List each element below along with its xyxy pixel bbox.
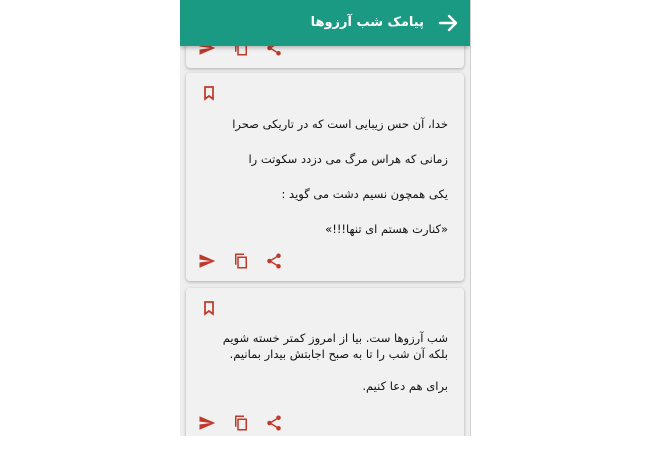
share-icon[interactable]	[265, 414, 283, 432]
card-actions	[198, 252, 318, 270]
copy-icon[interactable]	[232, 414, 250, 432]
message-line: یکی همچون نسیم دشت می گوید :	[281, 187, 448, 201]
message-card	[186, 288, 464, 436]
message-line: زمانی که هراس مرگ می دزدد سکوتت را	[248, 152, 448, 166]
bookmark-outline-icon[interactable]	[201, 85, 217, 101]
share-icon[interactable]	[265, 252, 283, 270]
arrow-right-icon[interactable]	[436, 11, 460, 35]
phone-screen	[180, 0, 471, 436]
message-text	[200, 330, 448, 410]
send-icon[interactable]	[198, 252, 216, 270]
message-card	[186, 73, 464, 281]
app-bar	[180, 0, 470, 46]
card-actions	[198, 414, 318, 432]
message-paragraph: شب آرزوها ست. بیا از امروز کمتر خسته شویم بلکه آن شب را تا به صبح اجابتش بیدار بمانیم.	[222, 331, 448, 361]
message-line: «کنارت هستم ای تنها!!!»	[325, 222, 448, 236]
message-text	[200, 116, 448, 256]
copy-icon[interactable]	[232, 252, 250, 270]
bookmark-outline-icon[interactable]	[201, 300, 217, 316]
app-title: پیامک شب آرزوها	[310, 15, 424, 30]
send-icon[interactable]	[198, 414, 216, 432]
message-paragraph: برای هم دعا کنیم.	[362, 379, 448, 393]
message-line: خدا، آن حس زیبایی است که در تاریکی صحرا	[232, 117, 448, 131]
